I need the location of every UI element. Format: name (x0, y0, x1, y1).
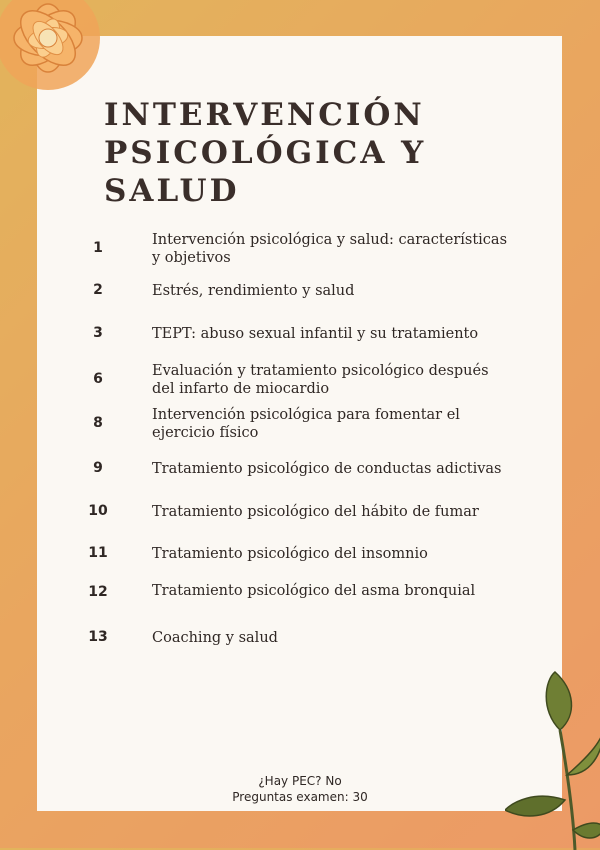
topic-number: 2 (93, 282, 103, 298)
topic-text: Tratamiento psicológico de conductas adictivas (152, 461, 502, 477)
topic-text: Coaching y salud (152, 630, 278, 646)
topic-text: Tratamiento psicológico del hábito de fumar (152, 504, 479, 520)
topic-number: 8 (93, 415, 103, 431)
topic-number: 10 (88, 503, 108, 519)
page-title (104, 96, 524, 210)
topic-text: Intervención psicológica y salud: características y objetivos (152, 232, 508, 266)
topic-text: Tratamiento psicológico del insomnio (152, 546, 428, 562)
title-line-1: INTERVENCIÓN (104, 97, 425, 133)
topic-text: Intervención psicológica para fomentar el ejercicio físico (152, 407, 460, 441)
green-leaves-icon (505, 670, 600, 850)
topic-number: 3 (93, 325, 103, 341)
title-line-2: PSICOLÓGICA Y SALUD (104, 135, 427, 209)
topic-text: TEPT: abuso sexual infantil y su tratamiento (152, 326, 479, 342)
topic-text: Tratamiento psicológico del asma bronquial (152, 583, 476, 599)
topic-number: 13 (88, 629, 108, 645)
pec-status: ¿Hay PEC? No (258, 774, 342, 788)
orange-flower-icon (0, 0, 116, 110)
page-footer (0, 773, 600, 805)
exam-questions: Preguntas examen: 30 (232, 790, 368, 804)
topic-number: 9 (93, 460, 103, 476)
topic-number: 1 (93, 240, 103, 256)
topic-number: 6 (93, 371, 103, 387)
topic-text: Evaluación y tratamiento psicológico después del infarto de miocardio (152, 363, 489, 397)
topic-number: 11 (88, 545, 108, 561)
topic-text: Estrés, rendimiento y salud (152, 283, 355, 299)
topic-number: 12 (88, 584, 108, 600)
